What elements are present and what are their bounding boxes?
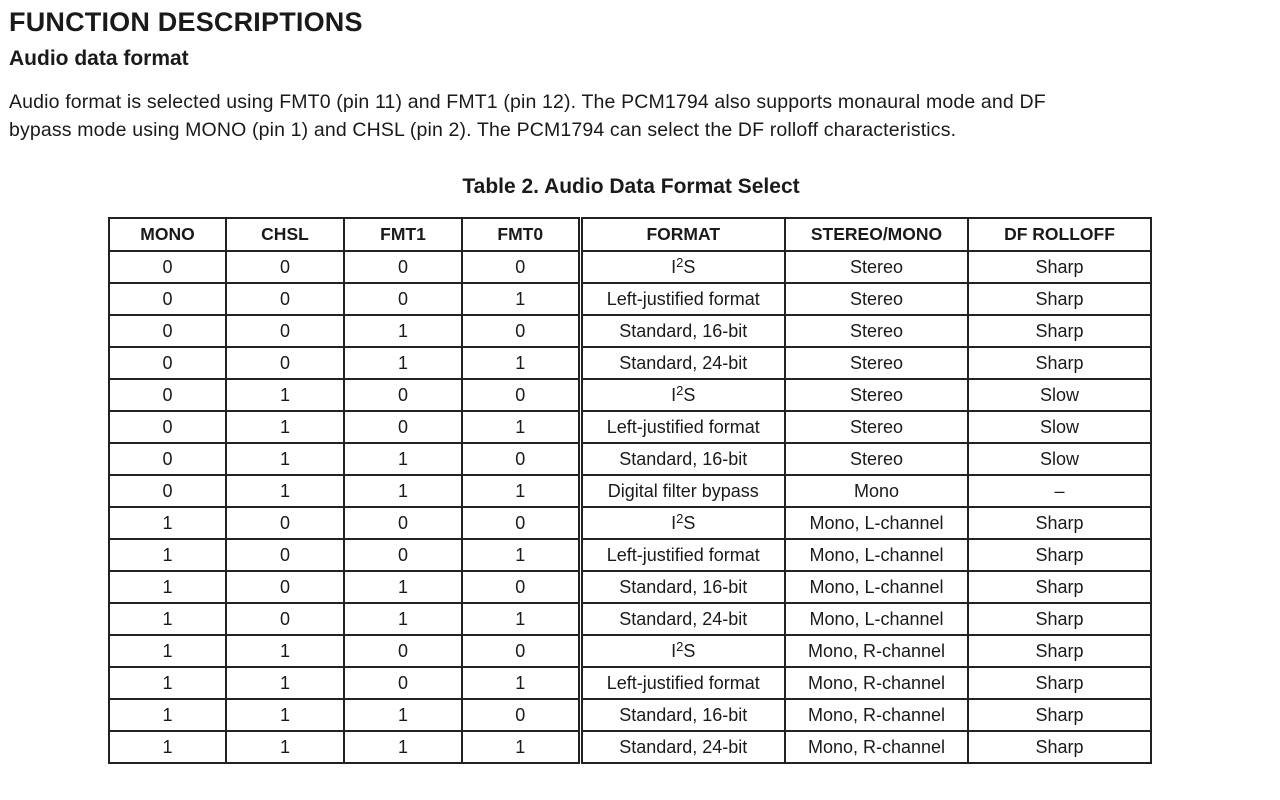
cell-mono: 1: [109, 571, 226, 603]
cell-chsl: 0: [226, 603, 344, 635]
cell-format: Standard, 24-bit: [580, 603, 785, 635]
cell-format: Standard, 16-bit: [580, 699, 785, 731]
header-stereo-mono: STEREO/MONO: [785, 218, 968, 251]
cell-fmt0: 0: [462, 699, 580, 731]
cell-stereo-mono: Mono, R-channel: [785, 635, 968, 667]
cell-fmt1: 1: [344, 699, 462, 731]
description-paragraph: [9, 88, 1271, 144]
cell-fmt1: 1: [344, 571, 462, 603]
cell-format: Left-justified format: [580, 667, 785, 699]
table-row: [109, 635, 1151, 667]
cell-fmt1: 0: [344, 635, 462, 667]
cell-fmt0: 1: [462, 475, 580, 507]
cell-format: $I^2S$: [580, 251, 785, 283]
cell-fmt0: 1: [462, 603, 580, 635]
cell-df-rolloff: Sharp: [968, 603, 1151, 635]
cell-fmt1: 1: [344, 443, 462, 475]
cell-df-rolloff: Sharp: [968, 571, 1151, 603]
cell-stereo-mono: Mono, L-channel: [785, 571, 968, 603]
table-header-row: [109, 218, 1151, 251]
table-row: [109, 475, 1151, 507]
cell-fmt1: 0: [344, 379, 462, 411]
cell-format: Left-justified format: [580, 411, 785, 443]
cell-stereo-mono: Mono, L-channel: [785, 539, 968, 571]
cell-fmt0: 0: [462, 571, 580, 603]
cell-chsl: 1: [226, 475, 344, 507]
cell-fmt0: 1: [462, 539, 580, 571]
cell-stereo-mono: Mono, L-channel: [785, 603, 968, 635]
cell-fmt0: 1: [462, 347, 580, 379]
cell-format: Left-justified format: [580, 539, 785, 571]
cell-mono: 1: [109, 635, 226, 667]
cell-df-rolloff: Sharp: [968, 315, 1151, 347]
cell-df-rolloff: Slow: [968, 411, 1151, 443]
table-row: [109, 667, 1151, 699]
cell-format: $I^2S$: [580, 507, 785, 539]
cell-fmt1: 0: [344, 411, 462, 443]
cell-chsl: 1: [226, 731, 344, 763]
cell-mono: 1: [109, 731, 226, 763]
cell-fmt1: 0: [344, 251, 462, 283]
table-row: [109, 283, 1151, 315]
cell-df-rolloff: Sharp: [968, 539, 1151, 571]
table-row: [109, 411, 1151, 443]
cell-format: $I^2S$: [580, 379, 785, 411]
cell-fmt1: 1: [344, 731, 462, 763]
cell-chsl: 1: [226, 379, 344, 411]
cell-chsl: 1: [226, 411, 344, 443]
cell-format: Standard, 24-bit: [580, 731, 785, 763]
header-chsl: CHSL: [226, 218, 344, 251]
cell-df-rolloff: –: [968, 475, 1151, 507]
cell-fmt1: 0: [344, 507, 462, 539]
cell-df-rolloff: Sharp: [968, 667, 1151, 699]
cell-mono: 0: [109, 315, 226, 347]
table-row: [109, 443, 1151, 475]
cell-fmt0: 0: [462, 443, 580, 475]
audio-format-table: [108, 217, 1152, 764]
cell-df-rolloff: Slow: [968, 379, 1151, 411]
cell-df-rolloff: Sharp: [968, 251, 1151, 283]
cell-chsl: 1: [226, 443, 344, 475]
header-fmt1: FMT1: [344, 218, 462, 251]
cell-format: $I^2S$: [580, 635, 785, 667]
cell-stereo-mono: Stereo: [785, 411, 968, 443]
cell-mono: 1: [109, 603, 226, 635]
cell-df-rolloff: Sharp: [968, 731, 1151, 763]
cell-df-rolloff: Sharp: [968, 699, 1151, 731]
cell-stereo-mono: Mono: [785, 475, 968, 507]
cell-format: Standard, 16-bit: [580, 571, 785, 603]
cell-mono: 1: [109, 699, 226, 731]
cell-stereo-mono: Mono, L-channel: [785, 507, 968, 539]
cell-chsl: 0: [226, 507, 344, 539]
table-row: [109, 315, 1151, 347]
cell-chsl: 0: [226, 539, 344, 571]
cell-df-rolloff: Sharp: [968, 635, 1151, 667]
cell-df-rolloff: Sharp: [968, 347, 1151, 379]
cell-fmt0: 0: [462, 251, 580, 283]
cell-stereo-mono: Stereo: [785, 251, 968, 283]
cell-stereo-mono: Mono, R-channel: [785, 699, 968, 731]
table-caption: Table 2. Audio Data Format Select: [462, 175, 800, 198]
paragraph-line-1: Audio format is selected using FMT0 (pin 11) and FMT1 (pin 12). The PCM1794 also supports monaural mode and DF: [9, 91, 1046, 113]
cell-chsl: 0: [226, 347, 344, 379]
table-row: [109, 539, 1151, 571]
cell-chsl: 1: [226, 667, 344, 699]
cell-fmt1: 0: [344, 283, 462, 315]
cell-format: Left-justified format: [580, 283, 785, 315]
table-row: [109, 699, 1151, 731]
cell-mono: 0: [109, 443, 226, 475]
cell-stereo-mono: Stereo: [785, 347, 968, 379]
cell-fmt0: 1: [462, 731, 580, 763]
cell-chsl: 1: [226, 699, 344, 731]
table-row: [109, 603, 1151, 635]
cell-format: Standard, 24-bit: [580, 347, 785, 379]
cell-fmt1: 1: [344, 315, 462, 347]
cell-fmt0: 1: [462, 667, 580, 699]
cell-mono: 0: [109, 475, 226, 507]
cell-mono: 0: [109, 379, 226, 411]
header-format: FORMAT: [580, 218, 785, 251]
cell-format: Standard, 16-bit: [580, 443, 785, 475]
cell-stereo-mono: Mono, R-channel: [785, 731, 968, 763]
cell-fmt0: 0: [462, 635, 580, 667]
cell-fmt0: 1: [462, 283, 580, 315]
cell-stereo-mono: Stereo: [785, 443, 968, 475]
cell-fmt1: 0: [344, 667, 462, 699]
cell-fmt1: 1: [344, 475, 462, 507]
cell-chsl: 1: [226, 635, 344, 667]
cell-chsl: 0: [226, 283, 344, 315]
table-row: [109, 347, 1151, 379]
cell-df-rolloff: Sharp: [968, 283, 1151, 315]
cell-stereo-mono: Stereo: [785, 379, 968, 411]
cell-df-rolloff: Sharp: [968, 507, 1151, 539]
cell-fmt1: 1: [344, 603, 462, 635]
cell-chsl: 0: [226, 315, 344, 347]
cell-chsl: 0: [226, 251, 344, 283]
table-row: [109, 571, 1151, 603]
cell-mono: 1: [109, 507, 226, 539]
cell-fmt0: 0: [462, 379, 580, 411]
cell-stereo-mono: Stereo: [785, 283, 968, 315]
cell-fmt0: 1: [462, 411, 580, 443]
cell-stereo-mono: Mono, R-channel: [785, 667, 968, 699]
header-fmt0: FMT0: [462, 218, 580, 251]
table-row: [109, 251, 1151, 283]
table-row: [109, 379, 1151, 411]
cell-mono: 0: [109, 347, 226, 379]
table-row: [109, 731, 1151, 763]
header-df-rolloff: DF ROLLOFF: [968, 218, 1151, 251]
table-row: [109, 507, 1151, 539]
cell-chsl: 0: [226, 571, 344, 603]
cell-mono: 0: [109, 283, 226, 315]
cell-fmt0: 0: [462, 315, 580, 347]
cell-fmt1: 1: [344, 347, 462, 379]
cell-mono: 1: [109, 667, 226, 699]
header-mono: MONO: [109, 218, 226, 251]
cell-mono: 1: [109, 539, 226, 571]
cell-format: Digital filter bypass: [580, 475, 785, 507]
section-heading: FUNCTION DESCRIPTIONS: [9, 7, 363, 37]
cell-fmt0: 0: [462, 507, 580, 539]
cell-format: Standard, 16-bit: [580, 315, 785, 347]
subsection-heading: Audio data format: [9, 47, 189, 70]
cell-mono: 0: [109, 411, 226, 443]
cell-df-rolloff: Slow: [968, 443, 1151, 475]
paragraph-line-2: bypass mode using MONO (pin 1) and CHSL (pin 2). The PCM1794 can select the DF rolloff characteristics.: [9, 119, 957, 141]
cell-mono: 0: [109, 251, 226, 283]
cell-stereo-mono: Stereo: [785, 315, 968, 347]
cell-fmt1: 0: [344, 539, 462, 571]
